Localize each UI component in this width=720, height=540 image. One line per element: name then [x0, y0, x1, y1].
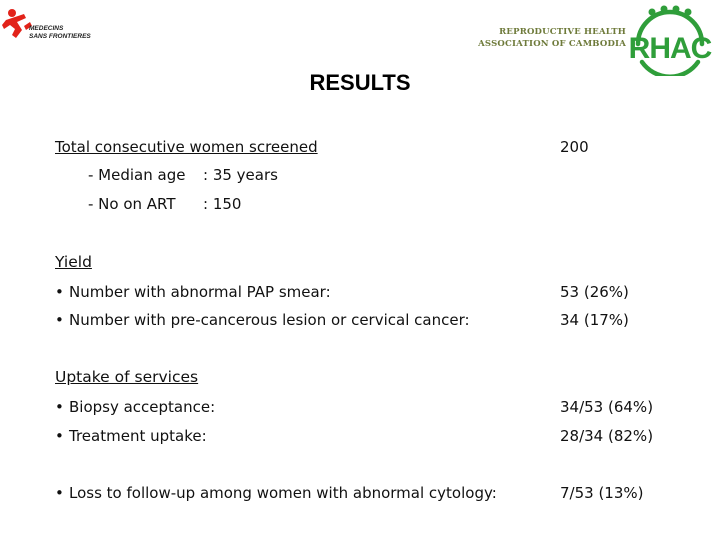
page-title: RESULTS	[309, 70, 411, 95]
item-value: 7/53 (13%)	[560, 484, 644, 502]
item-value: 53 (26%)	[560, 283, 629, 301]
bullet-icon: •	[55, 427, 64, 445]
detail-value: : 150	[203, 195, 242, 213]
item-label: Number with pre-cancerous lesion or cervical cancer:	[69, 311, 470, 329]
detail-no-on-art	[88, 195, 241, 213]
screened-value: 200	[560, 138, 589, 156]
msf-logo-line2: SANS FRONTIERES	[29, 33, 91, 40]
section-heading-yield: Yield	[55, 253, 92, 271]
rhac-logo-line2: ASSOCIATION OF CAMBODIA	[478, 39, 626, 49]
msf-logo	[2, 4, 97, 46]
msf-running-man-icon	[2, 9, 32, 38]
rhac-logo-line1: REPRODUCTIVE HEALTH	[499, 27, 626, 37]
rhac-logo	[620, 2, 720, 76]
detail-label: - Median age	[88, 166, 186, 184]
item-label: Biopsy acceptance:	[69, 398, 216, 416]
list-item	[55, 398, 215, 416]
rhac-logo-text	[478, 26, 626, 50]
list-item	[55, 283, 331, 301]
bullet-icon: •	[55, 398, 64, 416]
bullet-icon: •	[55, 311, 64, 329]
detail-label: - No on ART	[88, 195, 176, 213]
detail-value: : 35 years	[203, 166, 278, 184]
screened-label: Total consecutive women screened	[55, 138, 318, 156]
item-value: 34 (17%)	[560, 311, 629, 329]
item-value: 34/53 (64%)	[560, 398, 654, 416]
list-item	[55, 484, 497, 502]
item-label: Loss to follow-up among women with abnormal cytology:	[69, 484, 497, 502]
section-heading-uptake: Uptake of services	[55, 368, 199, 386]
item-value: 28/34 (82%)	[560, 427, 654, 445]
msf-logo-line1: MEDECINS	[29, 25, 64, 32]
rhac-logo-mark: RHAC	[628, 32, 712, 65]
item-label: Treatment uptake:	[69, 427, 207, 445]
list-item	[55, 427, 207, 445]
detail-median-age	[88, 166, 278, 184]
list-item	[55, 311, 470, 329]
bullet-icon: •	[55, 283, 64, 301]
item-label: Number with abnormal PAP smear:	[69, 283, 331, 301]
bullet-icon: •	[55, 484, 64, 502]
